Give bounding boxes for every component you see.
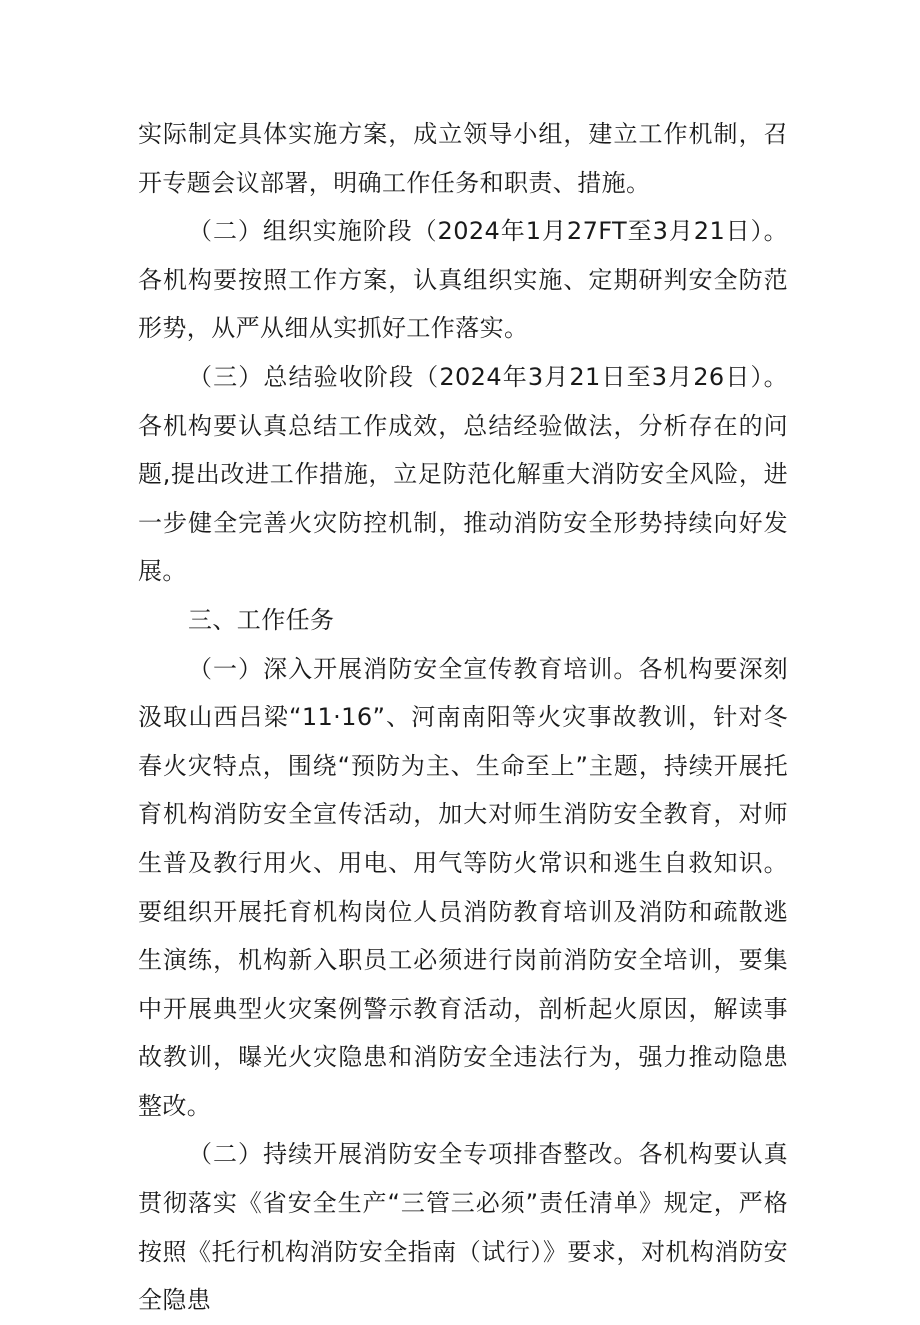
paragraph-fire-safety-education: （一）深入开展消防安全宣传教育培训。各机构要深刻汲取山西吕梁“11·16”、河南南阳等火灾事故教训，针对冬春火灾特点，围绕“预防为主、生命至上”主题，持续开展托育机构消防安全宣传活动，加大对师生消防安全教育，对师生普及教行用火、用电、用气等防火常识和逃生自救知识。要组织开展托育机构岗位人员消防教育培训及消防和疏散逃生演练，机构新入职员工必须进行岗前消防安全培训，要集中开展典型火灾案例警示教育活动，剖析起火原因，解读事故教训，曝光火灾隐患和消防安全违法行为，强力推动隐患整改。 [138,654,788,1120]
document-body [138,110,788,1325]
section-heading-work-tasks: 三、工作任务 [188,605,335,634]
paragraph-fire-safety-inspection: （二）持续开展消防安全专项排杳整改。各机构要认真贯彻落实《省安全生产“三管三必须”责任清单》规定，严格按照《托行机构消防安全指南（试行）》要求，对机构消防安全隐患 [138,1140,788,1315]
paragraph-summary-stage: （三）总结验收阶段（2024年3月21日至3月26日）。各机构要认真总结工作成效，总结经验做法，分析存在的问题,提出改进工作措施，立足防范化解重大消防安全风险，进一步健全完善火灾防控机制，推动消防安全形势持续向好发展。 [138,362,788,586]
paragraph-plan-continuation: 实际制定具体实施方案，成立领导小组，建立工作机制，召开专题会议部署，明确工作任务和职责、措施。 [138,120,788,197]
paragraph-implementation-stage: （二）组织实施阶段（2024年1月27FT至3月21日）。各机构要按照工作方案，认真组织实施、定期研判安全防范形势，从严从细从实抓好工作落实。 [138,217,788,343]
